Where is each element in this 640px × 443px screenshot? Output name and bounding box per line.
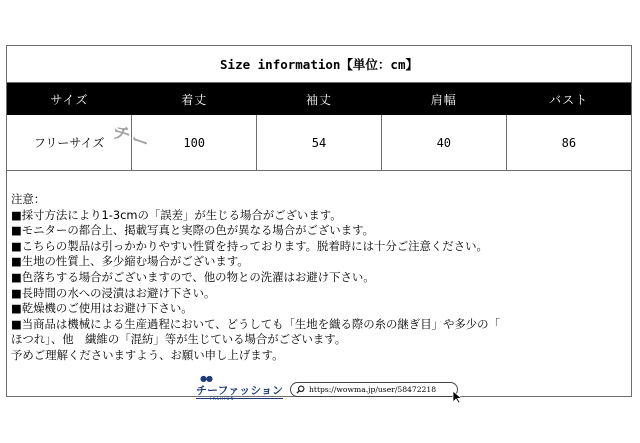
- note-line: ほつれ」、他 繊維の「混紡」等が生じている場合がございます。: [11, 332, 347, 347]
- notes-block: [11, 192, 500, 364]
- header-sleeve: 袖丈: [257, 83, 382, 115]
- size-table-row: [7, 115, 631, 171]
- size-table: [7, 83, 631, 171]
- note-line: ■生地の性質上、多少縮む場合がございます。: [11, 254, 249, 269]
- note-line: 注意：: [11, 192, 46, 206]
- note-line: ■こちらの製品は引っかかりやすい性質を持っております。脱着時には十分ご注意ください。: [11, 238, 488, 253]
- cell-size: フリーサイズ: [7, 115, 132, 171]
- size-info-sheet: [6, 45, 632, 397]
- header-bust: バスト: [506, 83, 631, 115]
- note-line: ■採寸方法により1-3cmの「誤差」が生じる場合がございます。: [11, 207, 342, 222]
- size-table-title: Size information【単位：cm】: [7, 46, 631, 83]
- note-line: 予めご理解くださいますよう、お願い申し上げます。: [11, 347, 284, 362]
- search-icon: [296, 385, 305, 394]
- note-line: ■モニターの都合上、掲載写真と実際の色が異なる場合がございます。: [11, 223, 374, 238]
- cursor-arrow-icon: [452, 390, 464, 404]
- cell-sleeve: 54: [257, 115, 382, 171]
- shop-url-text: https://wowma.jp/user/58472218: [309, 385, 437, 394]
- watermark: チー: [108, 121, 154, 156]
- header-length: 着丈: [132, 83, 257, 115]
- brand-dots-icon: ●●: [200, 374, 212, 383]
- brand-name: チーファッション: [196, 384, 284, 397]
- header-shoulder: 肩幅: [381, 83, 506, 115]
- cell-bust: 86: [506, 115, 631, 171]
- note-line: ■乾燥機のご使用はお避け下さい。: [11, 301, 193, 316]
- shop-url-link[interactable]: [290, 382, 458, 397]
- brand-badge[interactable]: [196, 374, 284, 401]
- header-size: サイズ: [7, 83, 132, 115]
- brand-tagline: FASHION: [210, 396, 235, 401]
- cell-shoulder: 40: [381, 115, 506, 171]
- note-line: ■長時間の水への浸漬はお避け下さい。: [11, 285, 216, 300]
- note-line: ■色落ちする場合がございますので、他の物との洗濯はお避け下さい。: [11, 269, 375, 284]
- cell-length: 100: [132, 115, 257, 171]
- note-line: ■当商品は機械による生産過程において、どうしても「生地を織る際の糸の継ぎ目」や多少の「: [11, 316, 500, 331]
- size-table-header-row: [7, 83, 631, 115]
